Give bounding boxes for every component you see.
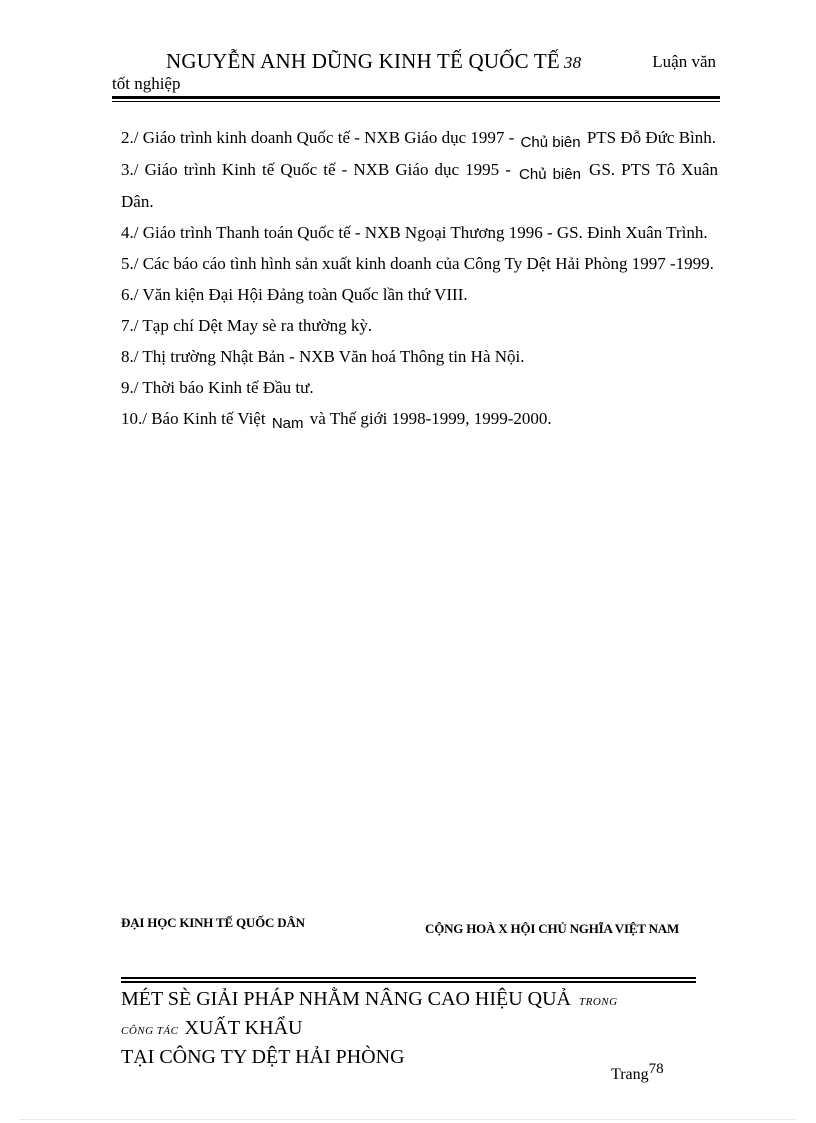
reference-item: 9./ Thời báo Kinh tế Đầu tư. [121,378,314,397]
reference-item: 7./ Tạp chí Dệt May sè ra thường kỳ. [121,316,373,335]
header-author-text: NGUYỄN ANH DŨNG KINH TẾ QUỐC TẾ [166,49,560,73]
reference-item: 3./ Giáo trình Kinh tế Quốc tế - NXB Giáo dục 1995 - Chủ biên GS. PTS Tô Xuân Dân. [121,160,719,211]
footer-page-number: 78 [648,1061,664,1077]
header-doc-type: Luận văn [652,52,716,71]
footer-rule-bottom [121,981,696,983]
footer-page-label: Trang$^{78}$ [611,1061,664,1083]
footer-title-line-1: MÉT SÈ GIẢI PHÁP NHẰM NÂNG CAO HIỆU QUẢ TRONG [121,988,618,1010]
reference-item: 5./ Các báo cáo tình hình sản xuất kinh doanh của Công Ty Dệt Hải Phòng 1997 -1999. [121,254,714,273]
reference-item: 2./ Giáo trình kinh doanh Quốc tế - NXB Giáo dục 1997 - Chủ biên PTS Đỗ Đức Bình. [121,128,717,151]
footer-title-line-2: CÔNG TÁC XUẤT KHẨU [121,1017,303,1039]
reference-inline-small: Nam [271,415,304,432]
footer-script-word: CÔNG TÁC [121,1025,179,1037]
reference-item: 10./ Báo Kinh tế Việt Nam và Thế giới 1998-1999, 1999-2000. [121,409,552,432]
header-author-title [166,49,581,74]
header-page-number: 38 [563,53,582,72]
page-bottom-border [20,1119,796,1120]
reference-list [121,122,718,435]
footer-rule-top [121,977,696,979]
reference-inline-small: Chủ biên [519,166,581,183]
page-header [112,44,720,104]
reference-inline-small: Chủ biên [520,134,581,151]
footer-title-line-3: TẠI CÔNG TY DỆT HẢI PHÒNG [121,1046,405,1068]
header-subtitle: tốt nghiệp [112,74,181,93]
reference-item: 6./ Văn kiện Đại Hội Đảng toàn Quốc lần thứ VIII. [121,285,468,304]
footer-university: ĐẠI HỌC KINH TẾ QUỐC DÂN [121,915,305,930]
reference-item: 8./ Thị trường Nhật Bản - NXB Văn hoá Thông tin Hà Nội. [121,347,525,366]
footer-script-word: TRONG [579,996,618,1008]
footer-thesis-title [121,986,721,1070]
reference-item: 4./ Giáo trình Thanh toán Quốc tế - NXB Ngoại Thương 1996 - GS. Đinh Xuân Trình. [121,223,708,242]
header-rule-thick [112,96,720,99]
header-rule-thin [112,101,720,102]
footer-republic: CỘNG HOÀ X HỘI CHỦ NGHĨA VIỆT NAM [425,921,680,936]
